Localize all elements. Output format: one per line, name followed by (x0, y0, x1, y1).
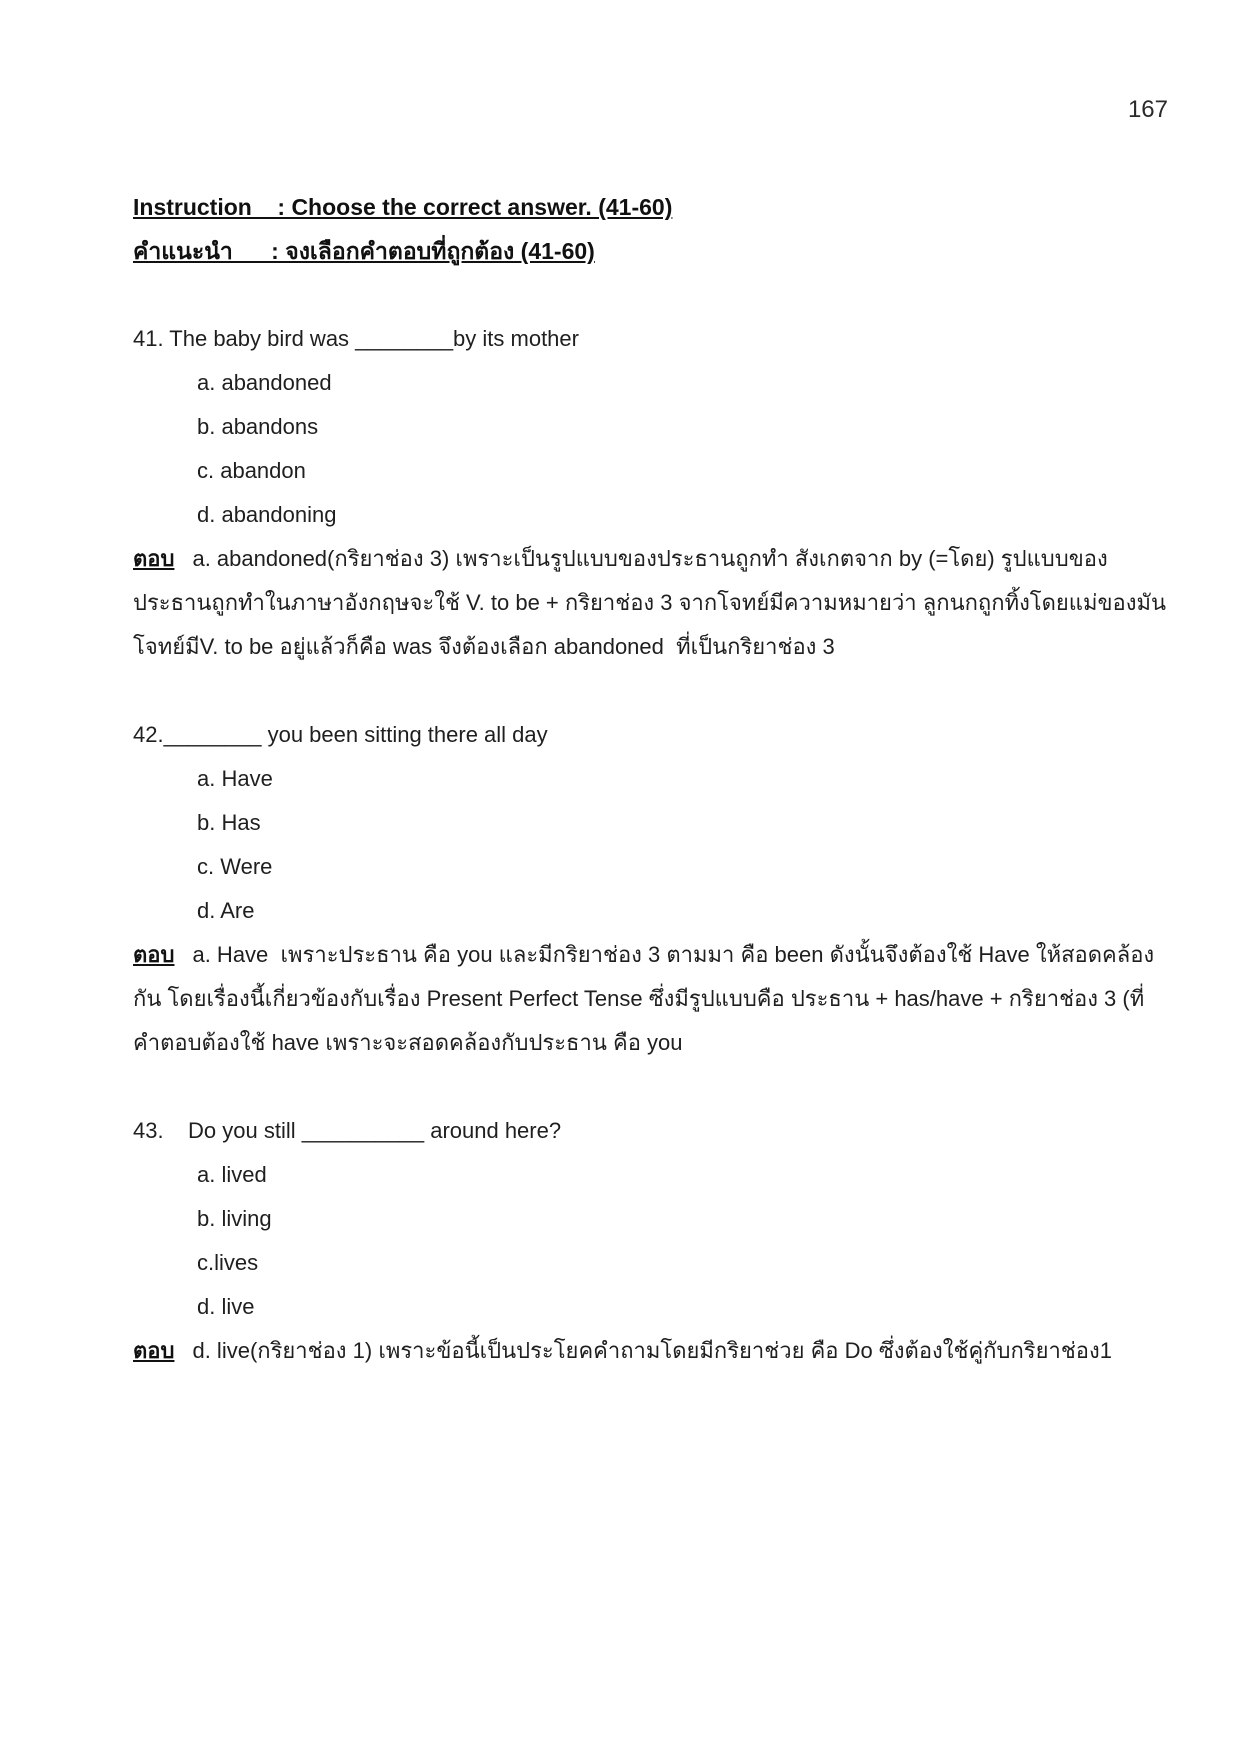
spacer (133, 1065, 1200, 1109)
instruction-heading-en: Instruction : Choose the correct answer. (41-60) (133, 194, 673, 220)
answer-label: ตอบ (133, 942, 175, 967)
question-42-option-d: d. Are (197, 898, 255, 923)
question-43-option-b: b. living (197, 1206, 272, 1231)
page-number: 167 (1127, 96, 1168, 123)
page-content (133, 185, 1200, 1373)
question-43-option-c: c.lives (197, 1250, 259, 1275)
question-41 (133, 317, 1200, 669)
question-41-text: 41. The baby bird was ________by its mother (133, 326, 579, 351)
question-43 (133, 1109, 1200, 1373)
question-42 (133, 713, 1200, 1065)
question-42-answer-line-2: กัน โดยเรื่องนี้เกี่ยวข้องกับเรื่อง Present Perfect Tense ซึ่งมีรูปแบบคือ ประธาน + has/have + กริยาช่อง 3 (ที่ (133, 986, 1145, 1011)
answer-label: ตอบ (133, 1338, 175, 1363)
instruction-heading-th: คำแนะนำ : จงเลือกคำตอบที่ถูกต้อง (41-60) (133, 238, 595, 264)
answer-text: a. Have เพราะประธาน คือ you และมีกริยาช่อง 3 ตามมา คือ been ดังนั้นจึงต้องใช้ Have ให้สอดคล้อง (192, 942, 1155, 967)
answer-label: ตอบ (133, 546, 175, 571)
question-41-answer-line-3: โจทย์มีV. to be อยู่แล้วก็คือ was จึงต้องเลือก abandoned ที่เป็นกริยาช่อง 3 (133, 634, 835, 659)
question-41-answer-line-1 (133, 537, 1200, 581)
question-42-text: 42.________ you been sitting there all day (133, 722, 548, 747)
question-42-option-a: a. Have (197, 766, 273, 791)
question-43-option-a: a. lived (197, 1162, 267, 1187)
question-41-answer-line-2: ประธานถูกทำในภาษาอังกฤษจะใช้ V. to be + กริยาช่อง 3 จากโจทย์มีความหมายว่า ลูกนกถูกทิ้งโดยแม่ของมัน (133, 590, 1167, 615)
answer-text: d. live(กริยาช่อง 1) เพราะข้อนี้เป็นประโยคคำถามโดยมีกริยาช่วย คือ Do ซึ่งต้องใช้คู่กับกริยาช่อง1 (192, 1338, 1112, 1363)
question-43-text: 43. Do you still __________ around here? (133, 1118, 562, 1143)
question-41-option-d: d. abandoning (197, 502, 337, 527)
question-43-answer-line-1 (133, 1329, 1200, 1373)
question-42-option-c: c. Were (197, 854, 273, 879)
question-41-option-c: c. abandon (197, 458, 306, 483)
question-41-option-a: a. abandoned (197, 370, 332, 395)
spacer (133, 273, 1200, 317)
question-42-answer-line-3: คำตอบต้องใช้ have เพราะจะสอดคล้องกับประธาน คือ you (133, 1030, 683, 1055)
spacer (133, 669, 1200, 713)
question-43-option-d: d. live (197, 1294, 255, 1319)
question-42-option-b: b. Has (197, 810, 261, 835)
answer-text: a. abandoned(กริยาช่อง 3) เพราะเป็นรูปแบบของประธานถูกทำ สังเกตจาก by (=โดย) รูปแบบของ (192, 546, 1108, 571)
question-41-option-b: b. abandons (197, 414, 319, 439)
question-42-answer-line-1 (133, 933, 1200, 977)
